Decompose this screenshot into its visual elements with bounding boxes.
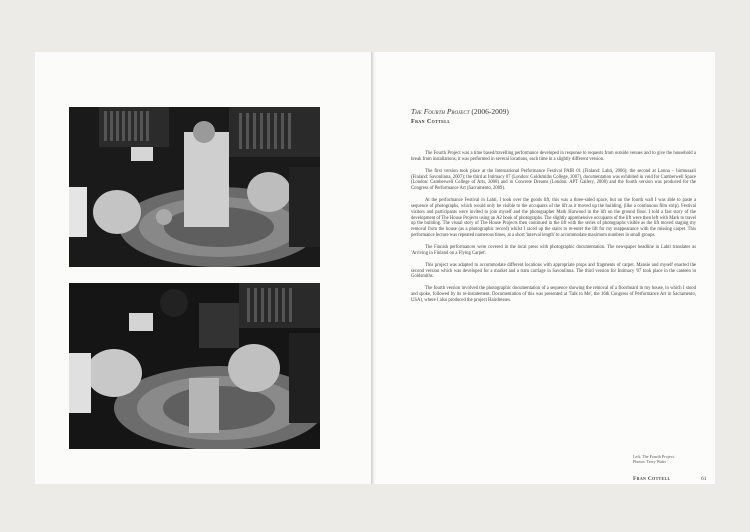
caption-line-2: Photos: Terry Watts [633,459,666,465]
paragraph-3: At the performance Festival in Lahti, I took over the goods lift, this was a three-sided space, but on the fourth wall I was able to paste a sequence of photographs, which would only be visible to the occupants of the lift as it moved up the building, (like a continuous film strip). Festival visitors and participants were invited to join myself and the photographer Mark Harwood in the lift on the ground floor. I told a fast story of the development of The House Projects using an A2 book of photographs. The slightly apprehensive occupants of the lift were then left with Mark to travel up the building. The visual story of The House Projects then continued in the lift with the series of photographs visible as the lift moved staging my removal from the house (as a photographic record) whilst I raced up the stairs to re-enter the lift for my reappearance with the missing carpet. This performance lecture was repeated numerous times, at a short 'interval length' to accommodate maximum numbers in small groups. [411,198,696,238]
right-page [376,52,715,484]
paragraph-4: The Finnish performances were covered in the local press with photographic documentation. The newspaper headline in Lahti translates as 'Arriving in Finland on a Flying Carpet'. [411,244,696,256]
paragraph-5: This project was adapted to accommodate different locations with appropriate props and fragments of carpet. Mansie and myself enacted the second version which was developed for a market and a tram carriage in Savonlinna. The third version for Intimacy '07 took place in the canteen in Goldsmiths. [411,262,696,280]
footer-author: Fran Cottell [633,476,671,482]
page-number: 61 [701,476,707,482]
article-title-years: (2006-2009) [469,107,509,116]
photo-top [69,107,320,267]
left-page [35,52,371,484]
photo-top-image [69,107,320,267]
caption-line-1: Left: The Fourth Project. [633,454,675,459]
photo-bottom-image [69,283,320,449]
article-body [411,151,696,310]
article-author: Fran Cottell [411,119,451,125]
photo-caption [633,454,675,464]
article-title [411,107,509,116]
paragraph-1: The Fourth Project was a time based/travelling performance developed in response to requests from outside venues and to give the household a break from installations; it was performed in several locations, each time in a slightly different version. [411,151,696,162]
photo-bottom [69,283,320,449]
paragraph-6: The fourth version involved the photographic documentation of a sequence showing the removal of a floorboard in my house, in which I stood and spoke, followed by its re-instatement. Documentation of this was presented at 'Talk to Me', the 16th Congress of Performance Art in Sacramento, USA), where I also produced the project Hairdresses. [411,286,696,303]
paragraph-2: The first version took place at the International Performance Festival PAIR 01 (Finland: Lahti, 2006); the second at Lonna – hirmusaali (Finland: Savonlinna, 2007); the third at Intimacy 07 (London: Goldsmiths College, 2007), documentation was exhibited in void for Camberwell Space (London: Camberwell College of Arts, 2008) and in Concrete Dreams (London: APT Gallery, 2008) and the fourth version was produced for the Congress of Performance Art (Sacramento, 2009). [411,168,696,192]
book-spread [35,52,715,484]
article-title-italic: The Fourth Project [411,107,470,116]
